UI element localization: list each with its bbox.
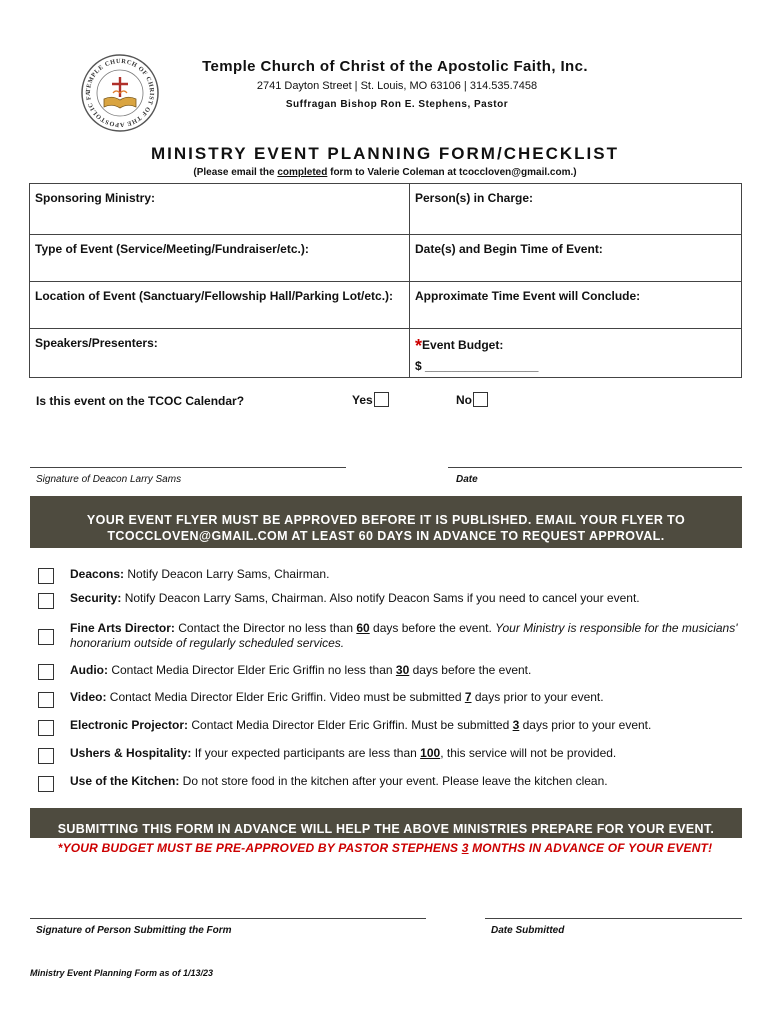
checklist-item-video: Video: Contact Media Director Elder Eric Griffin. Video must be submitted 7 days prior to your event.	[70, 690, 604, 704]
checklist-item-ushers: Ushers & Hospitality: If your expected participants are less than 100, this service will not be provided.	[70, 746, 617, 760]
organization-address: 2741 Dayton Street | St. Louis, MO 63106 | 314.535.7458	[256, 80, 538, 92]
checklist-item-kitchen: Use of the Kitchen: Do not store food in the kitchen after your event. Please leave the kitchen clean.	[70, 774, 608, 788]
no-label: No	[456, 393, 472, 407]
security-checkbox[interactable]	[38, 593, 54, 609]
deacon-signature-line[interactable]	[30, 467, 346, 468]
yes-checkbox[interactable]	[374, 392, 389, 407]
budget-amount-blank[interactable]: $ _________________	[415, 359, 539, 373]
seal-text: TEMPLE CHURCH OF CHRIST OF THE APOSTOLIC FA	[84, 57, 156, 129]
projector-checkbox[interactable]	[38, 720, 54, 736]
yes-label: Yes	[352, 393, 373, 407]
calendar-question: Is this event on the TCOC Calendar?	[36, 394, 245, 408]
calendar-yes-option[interactable]	[352, 392, 389, 407]
persons-in-charge-field[interactable]	[410, 184, 741, 235]
event-details-grid	[29, 183, 742, 378]
event-location-label: Location of Event (Sanctuary/Fellowship Hall/Parking Lot/etc.):	[35, 289, 394, 303]
persons-in-charge-label: Person(s) in Charge:	[415, 191, 534, 205]
conclude-time-field[interactable]	[410, 282, 741, 329]
form-version-footer: Ministry Event Planning Form as of 1/13/23	[30, 968, 214, 978]
event-budget-label: Event Budget:	[422, 338, 504, 352]
flyer-banner-line2: TCOCCLOVEN@GMAIL.COM AT LEAST 60 DAYS IN ADVANCE TO REQUEST APPROVAL.	[107, 529, 665, 543]
instruction-emphasis: completed	[277, 167, 328, 178]
budget-warning: *YOUR BUDGET MUST BE PRE-APPROVED BY PASTOR STEPHENS 3 MONTHS IN ADVANCE OF YOUR EVENT!	[57, 841, 713, 855]
kitchen-checkbox[interactable]	[38, 776, 54, 792]
form-title: MINISTRY EVENT PLANNING FORM/CHECKLIST	[151, 144, 619, 163]
date-submitted-label: Date Submitted	[491, 925, 565, 936]
sponsoring-ministry-label: Sponsoring Ministry:	[35, 191, 155, 205]
conclude-time-label: Approximate Time Event will Conclude:	[415, 289, 641, 303]
flyer-approval-banner	[30, 496, 742, 548]
checklist-item-audio: Audio: Contact Media Director Elder Eric Griffin no less than 30 days before the event.	[70, 663, 532, 677]
fine-arts-checkbox[interactable]	[38, 629, 54, 645]
deacon-signature-label: Signature of Deacon Larry Sams	[36, 474, 182, 485]
deacons-checkbox[interactable]	[38, 568, 54, 584]
submitter-signature-label: Signature of Person Submitting the Form	[36, 925, 232, 936]
deacon-date-label: Date	[456, 474, 478, 485]
calendar-no-option[interactable]	[456, 392, 488, 407]
speakers-field[interactable]	[30, 329, 410, 377]
event-location-field[interactable]	[30, 282, 410, 329]
form-instruction: (Please email the completed form to Valerie Coleman at tcoccloven@gmail.com.)	[193, 167, 577, 178]
checklist-item-deacons: Deacons: Notify Deacon Larry Sams, Chairman.	[70, 567, 330, 581]
no-checkbox[interactable]	[473, 392, 488, 407]
deacon-date-line[interactable]	[448, 467, 742, 468]
checklist-item-projector: Electronic Projector: Contact Media Director Elder Eric Griffin. Must be submitted 3 days prior to your event.	[70, 718, 652, 732]
event-type-field[interactable]	[30, 235, 410, 282]
submit-advance-banner: SUBMITTING THIS FORM IN ADVANCE WILL HELP THE ABOVE MINISTRIES PREPARE FOR YOUR EVENT.	[30, 808, 742, 838]
event-date-time-field[interactable]	[410, 235, 741, 282]
pastor-line: Suffragan Bishop Ron E. Stephens, Pastor	[285, 99, 509, 110]
required-star: *	[415, 336, 423, 356]
checklist-item-security: Security: Notify Deacon Larry Sams, Chairman. Also notify Deacon Sams if you need to cancel your event.	[70, 591, 640, 605]
sponsoring-ministry-field[interactable]	[30, 184, 410, 235]
video-checkbox[interactable]	[38, 692, 54, 708]
event-budget-field[interactable]	[410, 329, 741, 377]
audio-checkbox[interactable]	[38, 664, 54, 680]
event-date-time-label: Date(s) and Begin Time of Event:	[415, 242, 603, 256]
ushers-checkbox[interactable]	[38, 748, 54, 764]
checklist-item-fine-arts: Fine Arts Director: Contact the Director no less than 60 days before the event. Your Ministry is responsible for the musicians' honorarium outside of regularly scheduled services.	[70, 621, 738, 650]
speakers-label: Speakers/Presenters:	[35, 336, 158, 350]
date-submitted-line[interactable]	[485, 918, 742, 919]
event-type-label: Type of Event (Service/Meeting/Fundraiser/etc.):	[35, 242, 309, 256]
organization-name: Temple Church of Christ of the Apostolic Faith, Inc.	[202, 58, 588, 75]
submitter-signature-line[interactable]	[30, 918, 426, 919]
flyer-banner-line1: YOUR EVENT FLYER MUST BE APPROVED BEFORE IT IS PUBLISHED. EMAIL YOUR FLYER TO	[86, 513, 686, 527]
